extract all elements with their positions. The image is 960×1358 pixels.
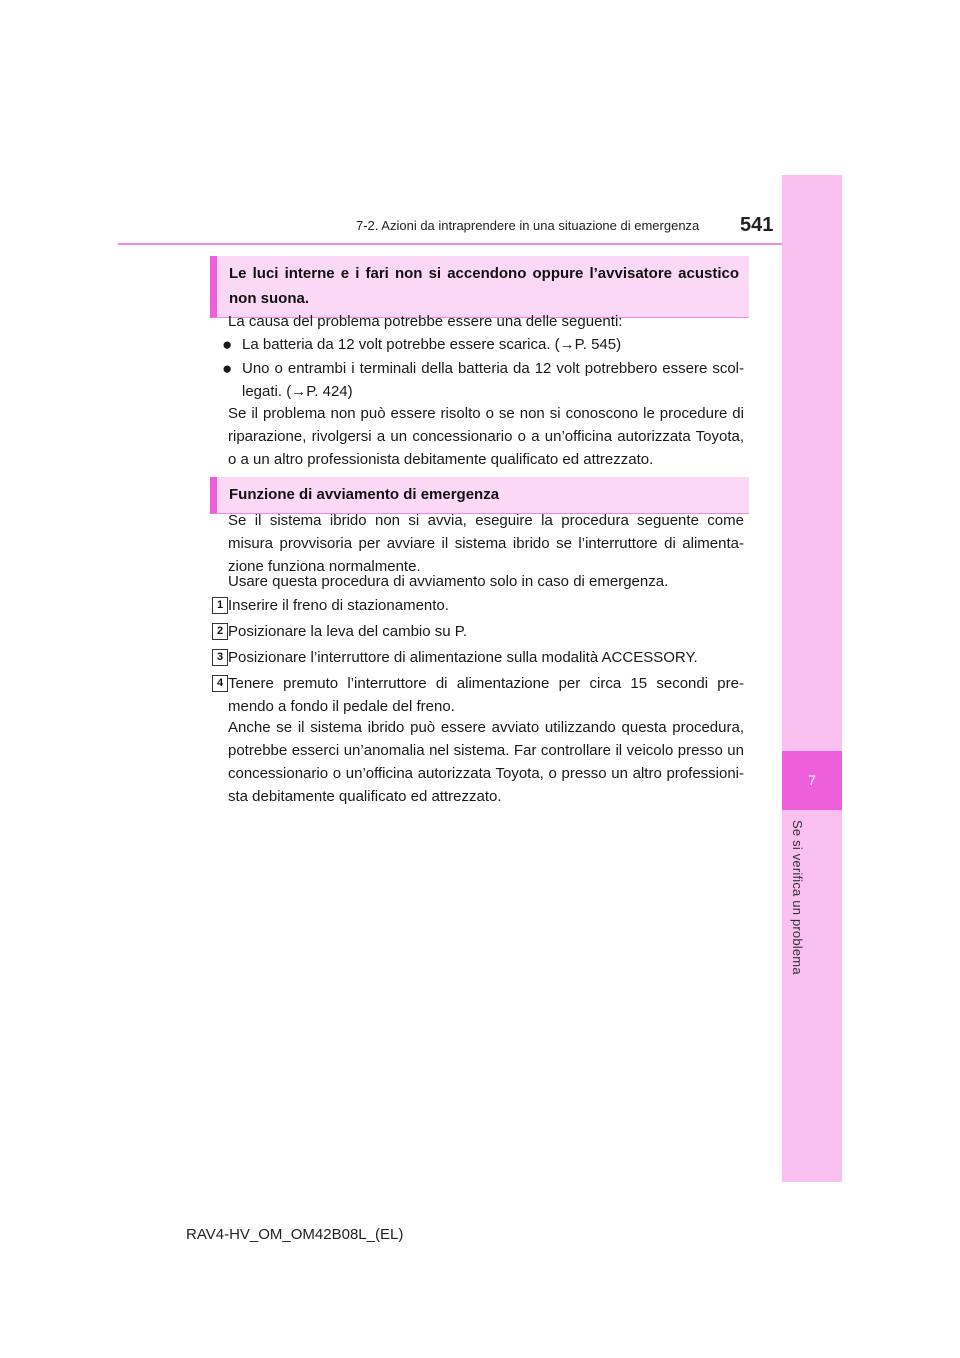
procedure-intro-note: Usare questa procedura di avviamento solo in caso di emergenza. [228,573,669,590]
chapter-number-tab: 7 [782,751,842,810]
step-text: Tenere premuto l’interruttore di alimentazione per circa 15 secondi pre-mendo a fondo il pedale del freno. [228,675,744,715]
step-number-badge: 2 [212,623,228,640]
document-code: RAV4-HV_OM_OM42B08L_(EL) [186,1226,404,1243]
section-title: 7-2. Azioni da intraprendere in una situazione di emergenza [356,218,700,233]
side-tab [782,175,842,1182]
step-text: Posizionare l’interruttore di alimentazione sulla modalità ACCESSORY. [228,649,698,666]
section-heading-emergency-start: Funzione di avviamento di emergenza [210,477,749,514]
bullet-text: Uno o entrambi i terminali della batteria da 12 volt potrebbero essere scol-legati. (→P. 424) [242,360,744,400]
bullet-text: La batteria da 12 volt potrebbe essere scarica. (→P. 545) [242,336,622,353]
list-item [222,333,744,356]
step-text: Posizionare la leva del cambio su P. [228,623,468,640]
cause-intro: La causa del problema potrebbe essere una delle seguenti: [228,313,623,330]
bullet-icon: ● [222,335,233,354]
step-number-badge: 3 [212,649,228,666]
bullet-icon: ● [222,359,233,378]
header-rule [118,243,782,245]
section-heading-lights: Le luci interne e i fari non si accendono oppure l’avvisatore acustico non suona. [210,256,749,318]
step-text: Inserire il freno di stazionamento. [228,597,449,614]
step-number-badge: 4 [212,675,228,692]
closing-note: Anche se il sistema ibrido può essere avviato utilizzando questa procedura, potrebbe esserci un’anomalia nel sistema. Far controllare il veicolo presso un concessionario o un’officina autorizzata Toyota, o presso un altro professioni-sta debitamente qualificato ed attrezzato. [228,719,744,805]
procedure-intro: Se il sistema ibrido non si avvia, eseguire la procedura seguente come misura provvisoria per avviare il sistema ibrido se l’interruttore di alimenta-zione funziona normalmente. [228,512,744,575]
chapter-title: Se si verifica un problema [790,820,805,975]
step-number-badge: 1 [212,597,228,614]
page-number: 541 [740,214,774,236]
repair-advice: Se il problema non può essere risolto o se non si conoscono le procedure di riparazione, rivolgersi a un concessionario o a un’officina autorizzata Toyota, o a un altro professionista debitamente qualificato ed attrezzato. [228,405,744,468]
list-item [222,357,744,403]
